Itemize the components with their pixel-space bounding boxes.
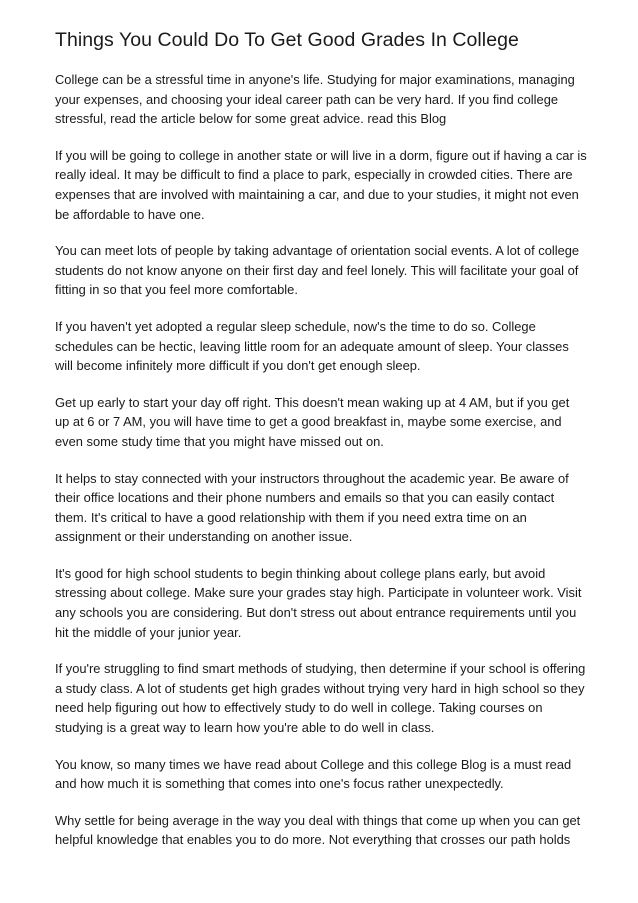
paragraph-line: stressing about college. Make sure your grades stay high. Participate in volunteer work. Visit <box>55 585 582 601</box>
paragraph-line: helpful knowledge that enables you to do more. Not everything that crosses our path holds <box>55 832 571 848</box>
paragraph <box>55 811 595 850</box>
paragraph-line: hit the middle of your junior year. <box>55 624 242 640</box>
document-page <box>55 27 595 850</box>
paragraph-line: You can meet lots of people by taking advantage of orientation social events. A lot of college <box>55 243 580 259</box>
paragraph <box>55 469 595 547</box>
paragraph-line: If you're struggling to find smart methods of studying, then determine if your school is offering <box>55 661 586 677</box>
paragraph <box>55 659 595 737</box>
paragraph-line: a study class. A lot of students get high grades without trying very hard in high school so they <box>55 680 585 696</box>
paragraph <box>55 755 595 794</box>
paragraph-line: College can be a stressful time in anyone's life. Studying for major examinations, managing <box>55 72 575 87</box>
paragraph <box>55 146 595 224</box>
paragraph-line: studying is a great way to learn how you're able to do well in class. <box>55 720 435 736</box>
paragraph-line: You know, so many times we have read about College and this college Blog is a must read <box>55 756 572 772</box>
paragraph <box>55 393 595 452</box>
paragraph-line: It helps to stay connected with your instructors throughout the academic year. Be aware of <box>55 470 569 486</box>
paragraph-line: their office locations and their phone numbers and emails so that you can easily contact <box>55 490 555 506</box>
paragraph-line: expenses that are involved with maintaining a car, and due to your studies, it might not even <box>55 186 579 202</box>
paragraph <box>55 241 595 300</box>
paragraph-line: stressful, read the article below for some great advice. read this Blog <box>55 111 447 127</box>
paragraph-line: them. It's critical to have a good relationship with them if you need extra time on an <box>55 509 527 525</box>
paragraph-line: students do not know anyone on their first day and feel lonely. This will facilitate your goal of <box>55 262 579 278</box>
paragraph-line: really ideal. It may be difficult to find a place to park, especially in crowded cities. There are <box>55 167 573 183</box>
paragraph-line: and how much it is something that comes into one's focus rather unexpectedly. <box>55 776 504 792</box>
paragraph-line: up at 6 or 7 AM, you will have time to get a good breakfast in, maybe some exercise, and <box>55 414 562 430</box>
paragraph-line: If you haven't yet adopted a regular sleep schedule, now's the time to do so. College <box>55 318 536 334</box>
paragraph-line: If you will be going to college in another state or will live in a dorm, figure out if having a car is <box>55 147 587 163</box>
paragraph-line: even some study time that you might have missed out on. <box>55 433 384 449</box>
paragraph <box>55 70 595 129</box>
paragraph-line: your expenses, and choosing your ideal career path can be very hard. If you find college <box>55 91 559 107</box>
paragraph-line: schedules can be hectic, leaving little room for an adequate amount of sleep. Your classes <box>55 338 569 354</box>
paragraph-line: be affordable to have one. <box>55 206 205 222</box>
paragraph-line: will become infinitely more difficult if you don't get enough sleep. <box>55 358 421 374</box>
paragraph <box>55 564 595 642</box>
document-title: Things You Could Do To Get Good Grades In College <box>55 29 519 51</box>
paragraph-line: assignment or their understanding on another issue. <box>55 529 353 545</box>
paragraph-line: need help figuring out how to effectively study to do well in college. Taking courses on <box>55 700 543 716</box>
paragraph-line: any schools you are considering. But don't stress out about entrance requirements until you <box>55 605 577 621</box>
document-body <box>55 70 595 850</box>
paragraph-line: It's good for high school students to begin thinking about college plans early, but avoid <box>55 565 546 581</box>
paragraph-line: Why settle for being average in the way you deal with things that come up when you can get <box>55 812 581 828</box>
paragraph-line: fitting in so that you feel more comfortable. <box>55 282 298 298</box>
paragraph <box>55 317 595 376</box>
paragraph-line: Get up early to start your day off right. This doesn't mean waking up at 4 AM, but if you get <box>55 394 570 410</box>
